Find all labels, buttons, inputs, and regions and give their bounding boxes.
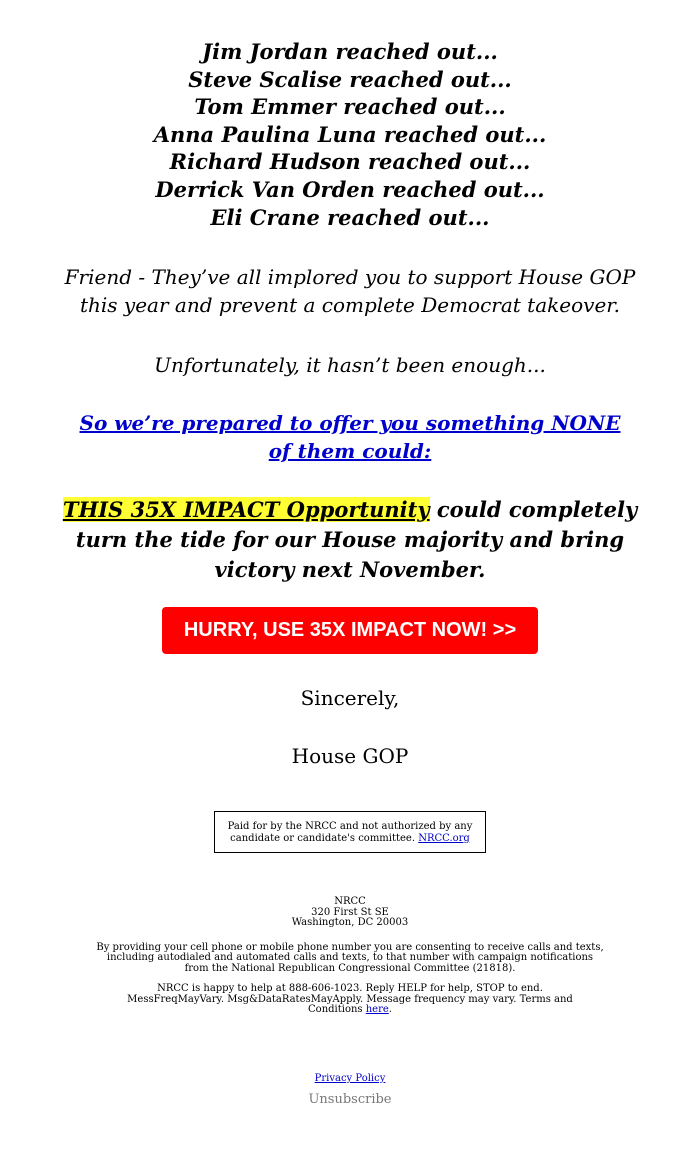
signoff: Sincerely, bbox=[300, 686, 400, 711]
not-enough-paragraph: Unfortunately, it hasn’t been enough... bbox=[154, 353, 546, 378]
reached-out-line: Anna Paulina Luna reached out... bbox=[153, 121, 547, 147]
reached-out-line: Richard Hudson reached out... bbox=[169, 149, 531, 175]
address-city: Washington, DC 20003 bbox=[291, 917, 409, 929]
offer-link[interactable]: So we’re prepared to offer you something NONE of them could: bbox=[79, 411, 621, 464]
reached-out-line: Eli Crane reached out... bbox=[210, 204, 490, 230]
sms-consent-text: By providing your cell phone or mobile phone number you are consenting to receive calls and texts, including autodialed and automated calls and texts, to that number with campaign notifications from the National Republican Congressional Committee (21818). bbox=[96, 941, 604, 974]
help-text: NRCC is happy to help at 888-606-1023. Reply HELP for help, STOP to end. MessFreqMayVary. Msg&DataRatesMayApply. Message frequency may vary. Terms and Conditions bbox=[127, 983, 573, 1016]
disclaimer-text: Paid for by the NRCC and not authorized by any candidate or candidate's committee. bbox=[227, 821, 473, 844]
privacy-policy-link[interactable]: Privacy Policy bbox=[314, 1072, 386, 1084]
reached-out-list bbox=[0, 38, 700, 231]
paid-for-disclaimer bbox=[214, 811, 486, 853]
impact-paragraph-text: could completely turn the tide for our House majority and bring victory next November. bbox=[75, 497, 638, 583]
impact-paragraph bbox=[55, 495, 645, 585]
reached-out-line: Tom Emmer reached out... bbox=[194, 94, 506, 120]
terms-link[interactable]: here bbox=[365, 1004, 389, 1016]
impact-opportunity-link[interactable]: THIS 35X IMPACT Opportunity bbox=[62, 497, 430, 523]
signature: House GOP bbox=[291, 744, 409, 769]
unsubscribe-link[interactable]: Unsubscribe bbox=[308, 1091, 392, 1107]
reached-out-line: Steve Scalise reached out... bbox=[188, 66, 512, 92]
mailing-address bbox=[0, 897, 700, 929]
help-end: . bbox=[388, 1004, 392, 1016]
sms-help-text bbox=[120, 984, 580, 1016]
reached-out-line: Jim Jordan reached out... bbox=[202, 39, 498, 64]
nrcc-link[interactable]: NRCC.org bbox=[418, 832, 470, 844]
offer-paragraph bbox=[70, 409, 630, 465]
address-street: 320 First St SE bbox=[311, 906, 389, 918]
cta-button[interactable]: HURRY, USE 35X IMPACT NOW! >> bbox=[162, 607, 538, 654]
address-org: NRCC bbox=[334, 896, 366, 908]
implored-paragraph: Friend - They’ve all implored you to support House GOP this year and prevent a complete Democrat takeover. bbox=[64, 265, 636, 318]
privacy-policy-row bbox=[0, 1073, 700, 1084]
reached-out-line: Derrick Van Orden reached out... bbox=[155, 176, 545, 202]
